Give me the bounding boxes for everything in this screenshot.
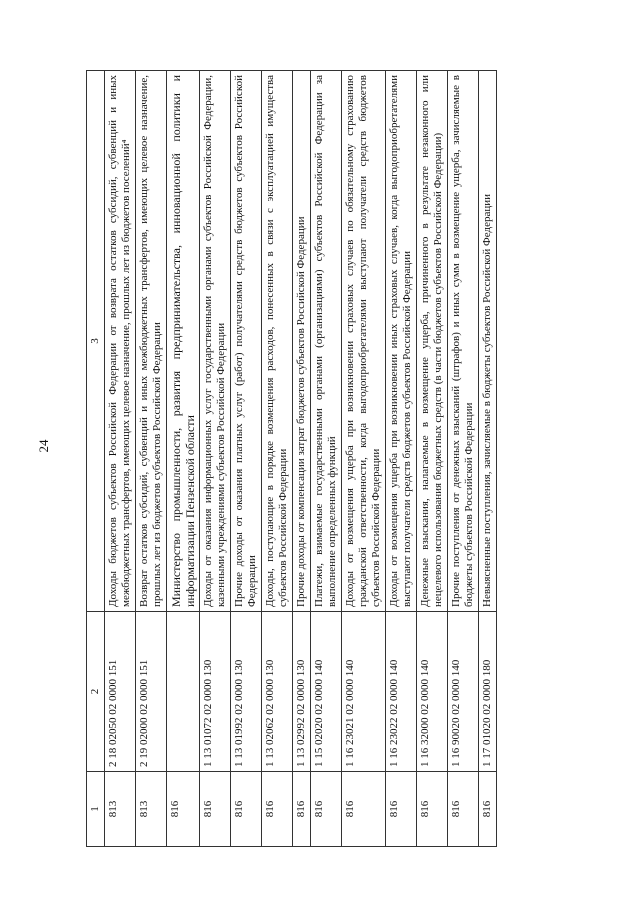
- admin-code-cell: 816: [293, 772, 311, 847]
- admin-code-cell: 816: [479, 772, 497, 847]
- page-number: 24: [36, 439, 51, 453]
- revenue-codes-table: [86, 70, 497, 847]
- income-name-cell: Прочие доходы от компенсации затрат бюджетов субъектов Российской Федерации: [293, 71, 311, 612]
- admin-code-cell: 816: [167, 772, 200, 847]
- table-row: [293, 71, 311, 847]
- table-row: [448, 71, 479, 847]
- admin-code-cell: 813: [136, 772, 167, 847]
- table-row: [167, 71, 200, 847]
- column-header: 2: [87, 612, 105, 772]
- budget-code-cell: 1 16 90020 02 0000 140: [448, 612, 479, 772]
- budget-code-cell: 1 16 32000 02 0000 140: [417, 612, 448, 772]
- income-name-cell: Доходы от оказания информационных услуг государственными органами субъектов Российской Федерации, казенными учреждениями субъектов Российской Федерации: [200, 71, 231, 612]
- income-name-cell: Возврат остатков субсидий, субвенций и иных межбюджетных трансфертов, имеющих целевое назначение, прошлых лет из бюджетов субъектов Российской Федерации: [136, 71, 167, 612]
- budget-code-cell: 1 13 01992 02 0000 130: [231, 612, 262, 772]
- admin-code-cell: 816: [342, 772, 386, 847]
- table-header-row: [87, 71, 105, 847]
- income-name-cell: Прочие поступления от денежных взысканий (штрафов) и иных сумм в возмещение ущерба, зачисляемые в бюджеты субъектов Российской Федерации: [448, 71, 479, 612]
- budget-code-cell: 1 17 01020 02 0000 180: [479, 612, 497, 772]
- rotated-table-container: [86, 71, 590, 847]
- income-name-cell: Доходы от возмещения ущерба при возникновении иных страховых случаев, когда выгодоприобретателями выступают получатели средств бюджетов субъектов Российской Федерации: [386, 71, 417, 612]
- budget-code-cell: 1 16 23022 02 0000 140: [386, 612, 417, 772]
- admin-code-cell: 813: [105, 772, 136, 847]
- budget-code-cell: 1 13 02992 02 0000 130: [293, 612, 311, 772]
- income-name-cell: Денежные взыскания, налагаемые в возмещение ущерба, причиненного в результате незаконного или нецелевого использования бюджетных средств (в части бюджетов субъектов Российской Федерации): [417, 71, 448, 612]
- admin-code-cell: 816: [448, 772, 479, 847]
- admin-code-cell: 816: [200, 772, 231, 847]
- admin-code-cell: 816: [311, 772, 342, 847]
- budget-code-cell: 1 15 02020 02 0000 140: [311, 612, 342, 772]
- table-row: [479, 71, 497, 847]
- table-row: [342, 71, 386, 847]
- budget-code-cell: 2 18 02050 02 0000 151: [105, 612, 136, 772]
- income-name-cell: Невыясненные поступления, зачисляемые в бюджеты субъектов Российской Федерации: [479, 71, 497, 612]
- budget-code-cell: 2 19 02000 02 0000 151: [136, 612, 167, 772]
- income-name-cell: Платежи, взимаемые государственными органами (организациями) субъектов Российской Федерации за выполнение определенных функций: [311, 71, 342, 612]
- income-name-cell: Доходы, поступающие в порядке возмещения расходов, понесенных в связи с эксплуатацией имущества субъектов Российской Федерации: [262, 71, 293, 612]
- budget-code-cell: [167, 612, 200, 772]
- table-row: [311, 71, 342, 847]
- column-header: 1: [87, 772, 105, 847]
- table-row: [200, 71, 231, 847]
- table-row: [231, 71, 262, 847]
- budget-code-cell: 1 16 23021 02 0000 140: [342, 612, 386, 772]
- table-row: [262, 71, 293, 847]
- table-row: [417, 71, 448, 847]
- admin-code-cell: 816: [386, 772, 417, 847]
- income-name-cell: Доходы бюджетов субъектов Российской Федерации от возврата остатков субсидий, субвенций и иных межбюджетных трансфертов, имеющих целевое назначение, прошлых лет из бюджетов поселений⁴: [105, 71, 136, 612]
- income-name-cell: Прочие доходы от оказания платных услуг (работ) получателями средств бюджетов субъектов Российской Федерации: [231, 71, 262, 612]
- budget-code-cell: 1 13 02062 02 0000 130: [262, 612, 293, 772]
- admin-code-cell: 816: [231, 772, 262, 847]
- admin-code-cell: 816: [417, 772, 448, 847]
- admin-code-cell: 816: [262, 772, 293, 847]
- table-row: [386, 71, 417, 847]
- budget-code-cell: 1 13 01072 02 0000 130: [200, 612, 231, 772]
- table-row: [136, 71, 167, 847]
- table-row: [105, 71, 136, 847]
- income-name-cell: Доходы от возмещения ущерба при возникновении страховых случаев по обязательному страхованию гражданской ответственности, когда выгодоприобретателями выступают получатели средств бюджетов субъектов Российской Федерации: [342, 71, 386, 612]
- column-header: 3: [87, 71, 105, 612]
- ministry-name-cell: Министерство промышленности, развития предпринимательства, инновационной политики и информатизации Пензенской области: [167, 71, 200, 612]
